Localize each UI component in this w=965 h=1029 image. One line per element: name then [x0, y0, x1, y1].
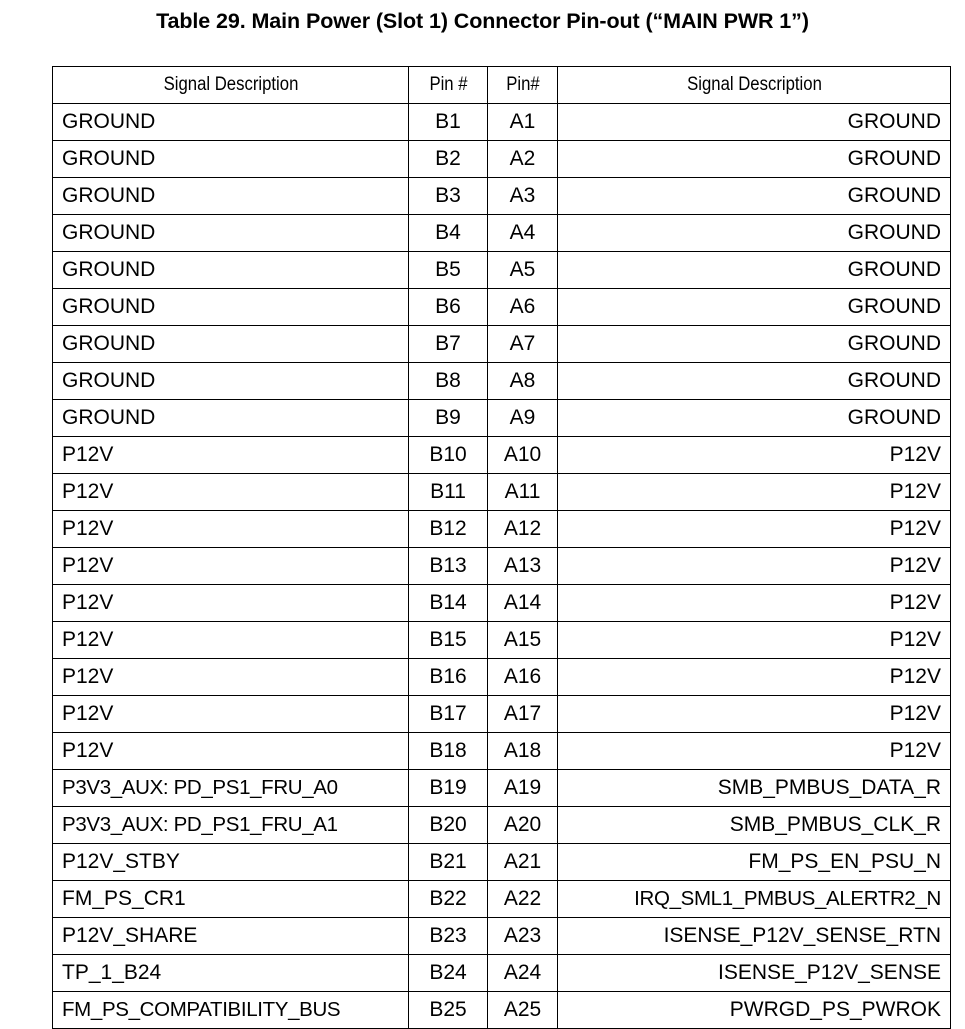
table-row [53, 326, 951, 363]
table-row [53, 659, 951, 696]
cell-pin-a: A4 [488, 215, 558, 252]
cell-signal-description-left: TP_1_B24 [53, 955, 409, 992]
cell-signal-description-left: GROUND [53, 363, 409, 400]
cell-signal-description-right: P12V [558, 733, 951, 770]
table-row [53, 918, 951, 955]
cell-signal-description-right: P12V [558, 437, 951, 474]
cell-signal-description-right: P12V [558, 548, 951, 585]
cell-pin-a: A7 [488, 326, 558, 363]
cell-signal-description-right: ISENSE_P12V_SENSE [558, 955, 951, 992]
cell-pin-b: B25 [409, 992, 488, 1029]
table-row [53, 881, 951, 918]
cell-signal-description-right: GROUND [558, 363, 951, 400]
cell-pin-a: A15 [488, 622, 558, 659]
cell-signal-description-right: GROUND [558, 215, 951, 252]
cell-signal-description-left: P12V [53, 511, 409, 548]
cell-signal-description-right: FM_PS_EN_PSU_N [558, 844, 951, 881]
table-row [53, 141, 951, 178]
table-row [53, 696, 951, 733]
header-pin-a-label: Pin# [505, 74, 540, 95]
cell-pin-b: B6 [409, 289, 488, 326]
cell-signal-description-left: FM_PS_COMPATIBILITY_BUS [53, 992, 409, 1029]
cell-pin-b: B11 [409, 474, 488, 511]
cell-signal-description-left: GROUND [53, 252, 409, 289]
cell-pin-a: A13 [488, 548, 558, 585]
cell-signal-description-left: P12V [53, 733, 409, 770]
cell-pin-b: B17 [409, 696, 488, 733]
cell-pin-b: B16 [409, 659, 488, 696]
cell-pin-a: A6 [488, 289, 558, 326]
cell-pin-a: A8 [488, 363, 558, 400]
cell-pin-b: B8 [409, 363, 488, 400]
table-row [53, 511, 951, 548]
cell-pin-b: B10 [409, 437, 488, 474]
cell-signal-description-left: GROUND [53, 400, 409, 437]
cell-pin-a: A18 [488, 733, 558, 770]
cell-signal-description-right: SMB_PMBUS_DATA_R [558, 770, 951, 807]
table-row [53, 992, 951, 1029]
cell-pin-b: B24 [409, 955, 488, 992]
cell-pin-a: A20 [488, 807, 558, 844]
table-row [53, 178, 951, 215]
table-row [53, 548, 951, 585]
cell-pin-a: A21 [488, 844, 558, 881]
cell-pin-a: A16 [488, 659, 558, 696]
cell-signal-description-left: FM_PS_CR1 [53, 881, 409, 918]
table-row [53, 437, 951, 474]
cell-signal-description-right: GROUND [558, 178, 951, 215]
cell-signal-description-right: GROUND [558, 289, 951, 326]
cell-pin-b: B1 [409, 104, 488, 141]
cell-signal-description-right: GROUND [558, 400, 951, 437]
cell-pin-b: B14 [409, 585, 488, 622]
cell-signal-description-left: GROUND [53, 141, 409, 178]
cell-pin-a: A12 [488, 511, 558, 548]
cell-pin-b: B20 [409, 807, 488, 844]
header-signal-description-right [581, 67, 927, 104]
cell-signal-description-right: P12V [558, 622, 951, 659]
table-header [53, 67, 951, 104]
cell-pin-b: B21 [409, 844, 488, 881]
header-pin-b-label: Pin # [428, 74, 468, 95]
table-row [53, 622, 951, 659]
table-row [53, 770, 951, 807]
header-pin-b [413, 67, 483, 104]
table-row [53, 844, 951, 881]
cell-signal-description-left: P12V [53, 659, 409, 696]
cell-pin-a: A23 [488, 918, 558, 955]
cell-signal-description-right: ISENSE_P12V_SENSE_RTN [558, 918, 951, 955]
cell-pin-b: B22 [409, 881, 488, 918]
cell-signal-description-right: P12V [558, 696, 951, 733]
cell-pin-a: A24 [488, 955, 558, 992]
cell-pin-b: B3 [409, 178, 488, 215]
cell-signal-description-right: P12V [558, 585, 951, 622]
cell-signal-description-left: P12V_SHARE [53, 918, 409, 955]
table-row [53, 807, 951, 844]
table-row [53, 585, 951, 622]
table-row [53, 363, 951, 400]
cell-pin-a: A19 [488, 770, 558, 807]
cell-pin-a: A11 [488, 474, 558, 511]
cell-signal-description-right: P12V [558, 474, 951, 511]
pinout-table [52, 66, 951, 1029]
cell-pin-a: A9 [488, 400, 558, 437]
cell-pin-a: A1 [488, 104, 558, 141]
cell-signal-description-right: GROUND [558, 252, 951, 289]
cell-signal-description-left: P12V [53, 696, 409, 733]
cell-signal-description-left: P12V [53, 548, 409, 585]
cell-pin-a: A25 [488, 992, 558, 1029]
cell-pin-b: B13 [409, 548, 488, 585]
cell-signal-description-left: P12V [53, 622, 409, 659]
cell-signal-description-right: P12V [558, 511, 951, 548]
cell-pin-a: A17 [488, 696, 558, 733]
cell-pin-b: B9 [409, 400, 488, 437]
cell-pin-a: A3 [488, 178, 558, 215]
cell-signal-description-left: GROUND [53, 104, 409, 141]
table-row [53, 104, 951, 141]
cell-signal-description-right: GROUND [558, 141, 951, 178]
cell-pin-b: B12 [409, 511, 488, 548]
cell-pin-b: B23 [409, 918, 488, 955]
cell-signal-description-right: P12V [558, 659, 951, 696]
cell-pin-a: A5 [488, 252, 558, 289]
cell-signal-description-left: GROUND [53, 215, 409, 252]
cell-pin-b: B18 [409, 733, 488, 770]
cell-signal-description-right: IRQ_SML1_PMBUS_ALERTR2_N [558, 881, 951, 918]
header-signal-description-left-label: Signal Description [163, 74, 298, 95]
table-row [53, 733, 951, 770]
table-row [53, 400, 951, 437]
table-row [53, 289, 951, 326]
cell-pin-b: B5 [409, 252, 488, 289]
cell-pin-a: A22 [488, 881, 558, 918]
cell-signal-description-right: GROUND [558, 326, 951, 363]
cell-pin-b: B4 [409, 215, 488, 252]
header-pin-a [492, 67, 554, 104]
cell-signal-description-left: P12V [53, 474, 409, 511]
cell-signal-description-right: GROUND [558, 104, 951, 141]
header-row [53, 67, 951, 104]
table-body [53, 104, 951, 1029]
cell-pin-a: A14 [488, 585, 558, 622]
header-signal-description-left [74, 67, 387, 104]
page-title: Table 29. Main Power (Slot 1) Connector Pin-out (“MAIN PWR 1”) [156, 9, 809, 33]
cell-pin-a: A10 [488, 437, 558, 474]
cell-signal-description-left: GROUND [53, 289, 409, 326]
table-row [53, 252, 951, 289]
table-row [53, 474, 951, 511]
cell-signal-description-left: P3V3_AUX: PD_PS1_FRU_A0 [53, 770, 409, 807]
cell-pin-b: B7 [409, 326, 488, 363]
table-row [53, 215, 951, 252]
cell-signal-description-left: P12V [53, 437, 409, 474]
cell-pin-b: B15 [409, 622, 488, 659]
header-signal-description-right-label: Signal Description [686, 74, 822, 95]
cell-signal-description-right: SMB_PMBUS_CLK_R [558, 807, 951, 844]
cell-pin-b: B2 [409, 141, 488, 178]
cell-signal-description-left: GROUND [53, 326, 409, 363]
cell-pin-b: B19 [409, 770, 488, 807]
cell-pin-a: A2 [488, 141, 558, 178]
cell-signal-description-left: P12V_STBY [53, 844, 409, 881]
table-row [53, 955, 951, 992]
cell-signal-description-right: PWRGD_PS_PWROK [558, 992, 951, 1029]
cell-signal-description-left: P12V [53, 585, 409, 622]
cell-signal-description-left: P3V3_AUX: PD_PS1_FRU_A1 [53, 807, 409, 844]
cell-signal-description-left: GROUND [53, 178, 409, 215]
